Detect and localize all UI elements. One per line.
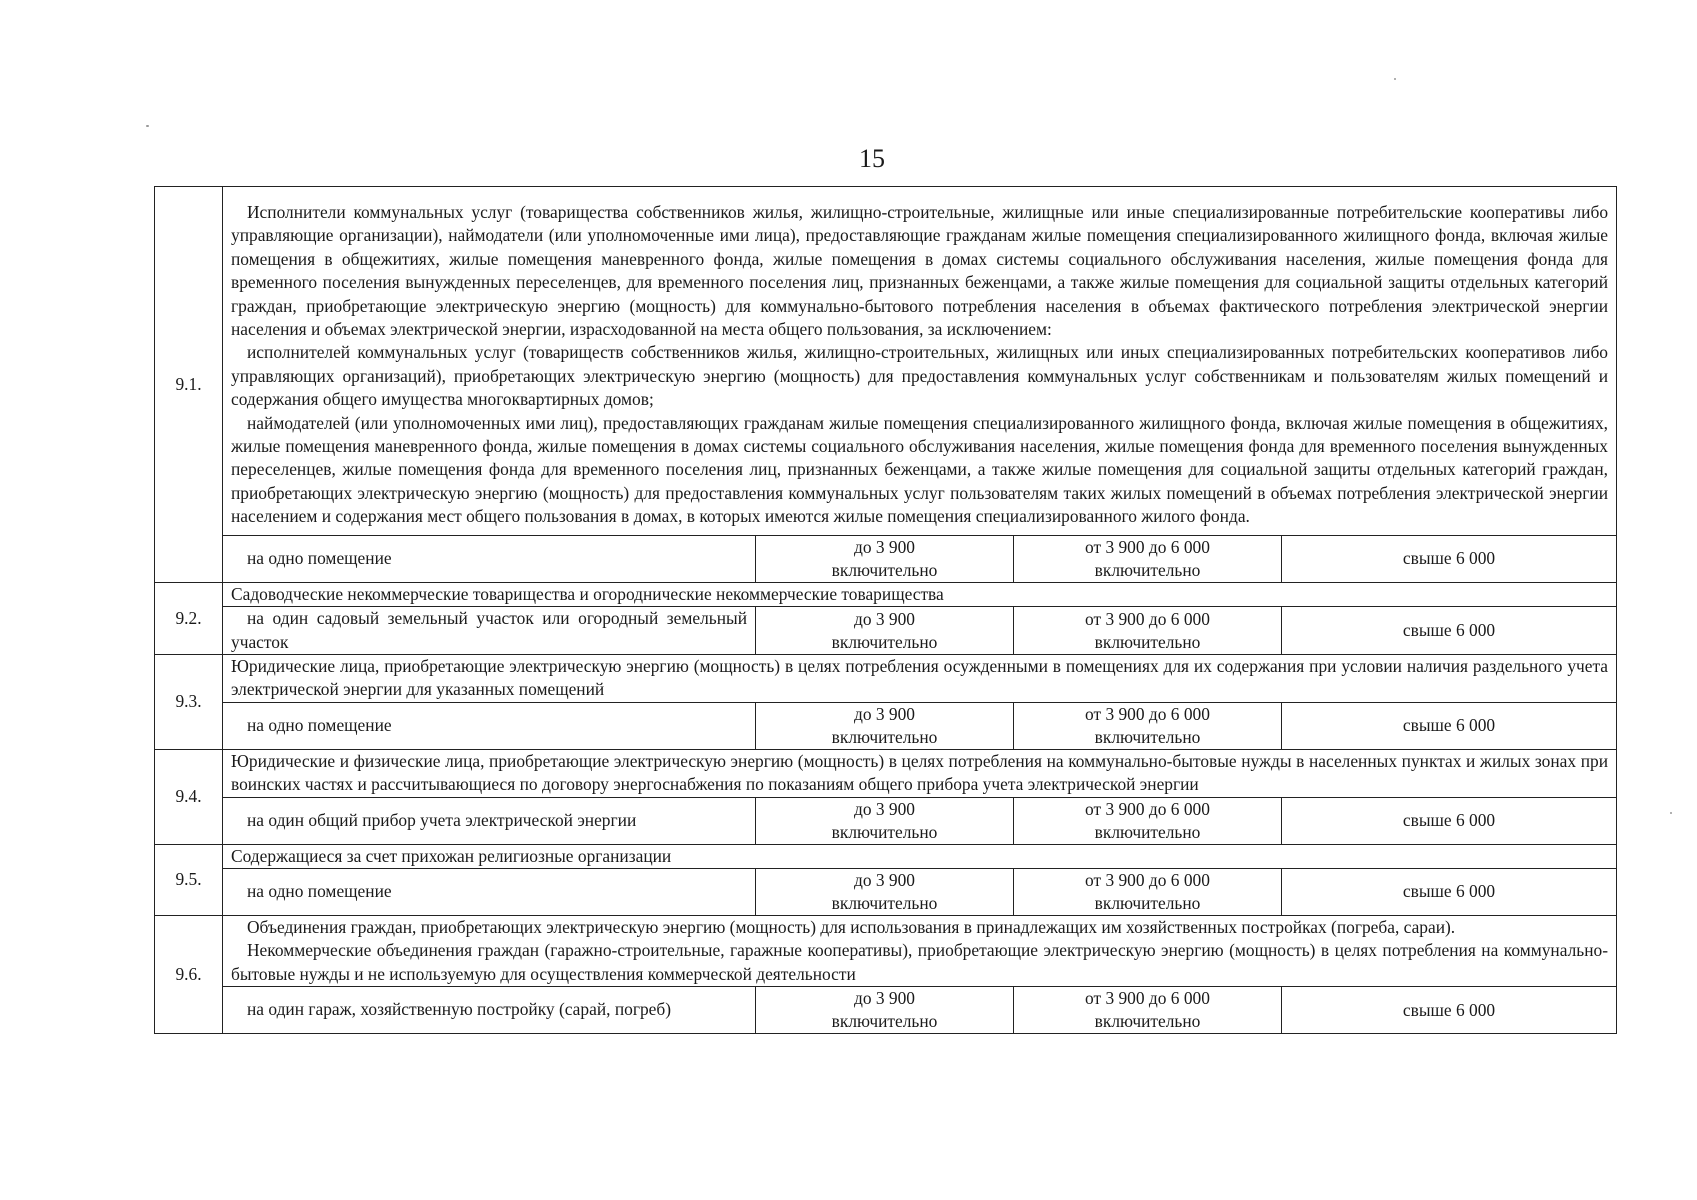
range-mid-cell bbox=[1014, 797, 1282, 844]
range-low-qualifier: включительно bbox=[831, 1011, 938, 1032]
unit-cell: на одно помещение bbox=[223, 535, 756, 582]
table-row bbox=[155, 844, 1617, 868]
section-description bbox=[223, 582, 1617, 606]
range-mid-cell bbox=[1014, 607, 1282, 655]
range-low-cell bbox=[756, 868, 1014, 915]
range-low-value: до 3 900 bbox=[853, 608, 916, 629]
range-mid-qualifier: включительно bbox=[1094, 1011, 1201, 1032]
range-high-cell: свыше 6 000 bbox=[1282, 987, 1617, 1034]
unit-text: на один садовый земельный участок или огородный земельный участок bbox=[231, 608, 747, 652]
range-mid-qualifier: включительно bbox=[1094, 726, 1201, 747]
unit-cell: на одно помещение bbox=[223, 868, 756, 915]
scan-speck bbox=[1670, 812, 1672, 814]
table-row bbox=[155, 654, 1617, 702]
section-number: 9.4. bbox=[155, 749, 223, 844]
range-mid-qualifier: включительно bbox=[1094, 559, 1201, 580]
section-description bbox=[223, 187, 1617, 536]
range-mid-cell bbox=[1014, 702, 1282, 749]
range-low-qualifier: включительно bbox=[831, 726, 938, 747]
range-low-cell bbox=[756, 702, 1014, 749]
range-mid-cell bbox=[1014, 987, 1282, 1034]
unit-cell: на одно помещение bbox=[223, 702, 756, 749]
section-description bbox=[223, 915, 1617, 986]
table-row bbox=[155, 187, 1617, 536]
range-low-qualifier: включительно bbox=[831, 821, 938, 842]
range-mid-value: от 3 900 до 6 000 bbox=[1085, 536, 1210, 557]
description-paragraph: Юридические и физические лица, приобретающие электрическую энергию (мощность) в целях потребления на коммунально-бытовые нужды в населенных пунктах и жилых зонах при воинских частях и рассчитывающиеся по договору энергоснабжения по показаниям общего прибора учета электрической энергии bbox=[231, 750, 1609, 795]
section-number: 9.1. bbox=[155, 187, 223, 583]
table-row bbox=[155, 749, 1617, 797]
range-mid-value: от 3 900 до 6 000 bbox=[1085, 869, 1210, 890]
range-mid-qualifier: включительно bbox=[1094, 821, 1201, 842]
range-low-value: до 3 900 bbox=[853, 703, 916, 724]
range-mid-value: от 3 900 до 6 000 bbox=[1085, 608, 1210, 629]
range-mid-value: от 3 900 до 6 000 bbox=[1085, 703, 1210, 724]
tariff-table bbox=[154, 186, 1617, 1034]
range-low-cell bbox=[756, 987, 1014, 1034]
range-high-cell: свыше 6 000 bbox=[1282, 868, 1617, 915]
range-high-cell: свыше 6 000 bbox=[1282, 607, 1617, 655]
section-description bbox=[223, 844, 1617, 868]
description-paragraph: исполнителей коммунальных услуг (товариществ собственников жилья, жилищно-строительных, жилищных или иных специализированных потребительских кооперативов либо управляющих организаций), приобретающих электрическую энергию (мощность) для предоставления коммунальных услуг собственникам и пользователям жилых помещений и содержания общего имущества многоквартирных домов; bbox=[231, 342, 1609, 410]
range-low-value: до 3 900 bbox=[853, 869, 916, 890]
description-paragraph: наймодателей (или уполномоченных ими лиц), предоставляющих гражданам жилые помещения специализированного жилищного фонда, включая жилые помещения в общежитиях, жилые помещения маневренного фонда, жилые помещения в домах системы социального обслуживания населения, жилые помещения фонда для временного поселения вынужденных переселенцев, жилые помещения фонда для временного поселения лиц, признанных беженцами, а также жилые помещения для социальной защиты отдельных категорий граждан, приобретающих электрическую энергию (мощность) для предоставления коммунальных услуг пользователям таких жилых помещений в объемах потребления электрической энергии населением и содержания мест общего пользования в домах, в которых имеются жилые помещения специализированного жилого фонда. bbox=[231, 412, 1609, 527]
scan-speck bbox=[146, 125, 149, 127]
section-number: 9.6. bbox=[155, 915, 223, 1033]
range-mid-cell bbox=[1014, 868, 1282, 915]
range-low-value: до 3 900 bbox=[853, 536, 916, 557]
table-row bbox=[155, 607, 1617, 655]
range-mid-cell bbox=[1014, 535, 1282, 582]
unit-cell: на один общий прибор учета электрической энергии bbox=[223, 797, 756, 844]
range-low-cell bbox=[756, 797, 1014, 844]
range-low-value: до 3 900 bbox=[853, 988, 916, 1009]
section-description bbox=[223, 654, 1617, 702]
scan-speck bbox=[1394, 78, 1396, 80]
unit-cell bbox=[223, 607, 756, 655]
range-mid-qualifier: включительно bbox=[1094, 892, 1201, 913]
unit-cell: на один гараж, хозяйственную постройку (сарай, погреб) bbox=[223, 987, 756, 1034]
description-paragraph: Содержащиеся за счет прихожан религиозные организации bbox=[231, 845, 672, 866]
range-low-cell bbox=[756, 607, 1014, 655]
section-number: 9.5. bbox=[155, 844, 223, 915]
section-number: 9.3. bbox=[155, 654, 223, 749]
description-paragraph: Юридические лица, приобретающие электрическую энергию (мощность) в целях потребления осужденными в помещениях для их содержания при условии наличия раздельного учета электрической энергии для указанных помещений bbox=[231, 655, 1609, 700]
description-paragraph: Исполнители коммунальных услуг (товарищества собственников жилья, жилищно-строительные, жилищные или иные специализированные потребительские кооперативы либо управляющие организации), наймодатели (или уполномоченные ими лица), предоставляющие гражданам жилые помещения специализированного жилищного фонда, включая жилые помещения в общежитиях, жилые помещения маневренного фонда, жилые помещения в домах системы социального обслуживания населения, жилые помещения фонда для временного поселения вынужденных переселенцев, для временного поселения лиц, признанных беженцами, а также жилые помещения для социальной защиты отдельных категорий граждан, приобретающие электрическую энергию (мощность) для коммунально-бытового потребления населения в объемах фактического потребления электрической энергии населения и объемах электрической энергии, израсходованной на места общего пользования, за исключением: bbox=[231, 202, 1609, 340]
table-row bbox=[155, 868, 1617, 915]
range-low-qualifier: включительно bbox=[831, 892, 938, 913]
page-number: 15 bbox=[859, 144, 885, 173]
range-mid-value: от 3 900 до 6 000 bbox=[1085, 988, 1210, 1009]
section-number: 9.2. bbox=[155, 582, 223, 654]
range-high-cell: свыше 6 000 bbox=[1282, 702, 1617, 749]
table-row bbox=[155, 987, 1617, 1034]
range-high-cell: свыше 6 000 bbox=[1282, 535, 1617, 582]
table-row bbox=[155, 797, 1617, 844]
range-mid-value: от 3 900 до 6 000 bbox=[1085, 798, 1210, 819]
range-low-qualifier: включительно bbox=[831, 631, 938, 652]
range-mid-qualifier: включительно bbox=[1094, 631, 1201, 652]
description-paragraph: Садоводческие некоммерческие товарищества и огороднические некоммерческие товарищества bbox=[231, 583, 944, 604]
description-paragraph: Некоммерческие объединения граждан (гаражно-строительные, гаражные кооперативы), приобретающие электрическую энергию (мощность) в целях потребления на коммунально-бытовые нужды и не используемую для осуществления коммерческой деятельности bbox=[231, 940, 1609, 984]
table-row bbox=[155, 582, 1617, 606]
range-low-qualifier: включительно bbox=[831, 559, 938, 580]
table-row bbox=[155, 915, 1617, 986]
table-row bbox=[155, 702, 1617, 749]
range-low-value: до 3 900 bbox=[853, 798, 916, 819]
range-high-cell: свыше 6 000 bbox=[1282, 797, 1617, 844]
description-paragraph: Объединения граждан, приобретающих электрическую энергию (мощность) для использования в принадлежащих им хозяйственных постройках (погреба, сараи). bbox=[247, 916, 1456, 937]
table-row bbox=[155, 535, 1617, 582]
section-description bbox=[223, 749, 1617, 797]
range-low-cell bbox=[756, 535, 1014, 582]
